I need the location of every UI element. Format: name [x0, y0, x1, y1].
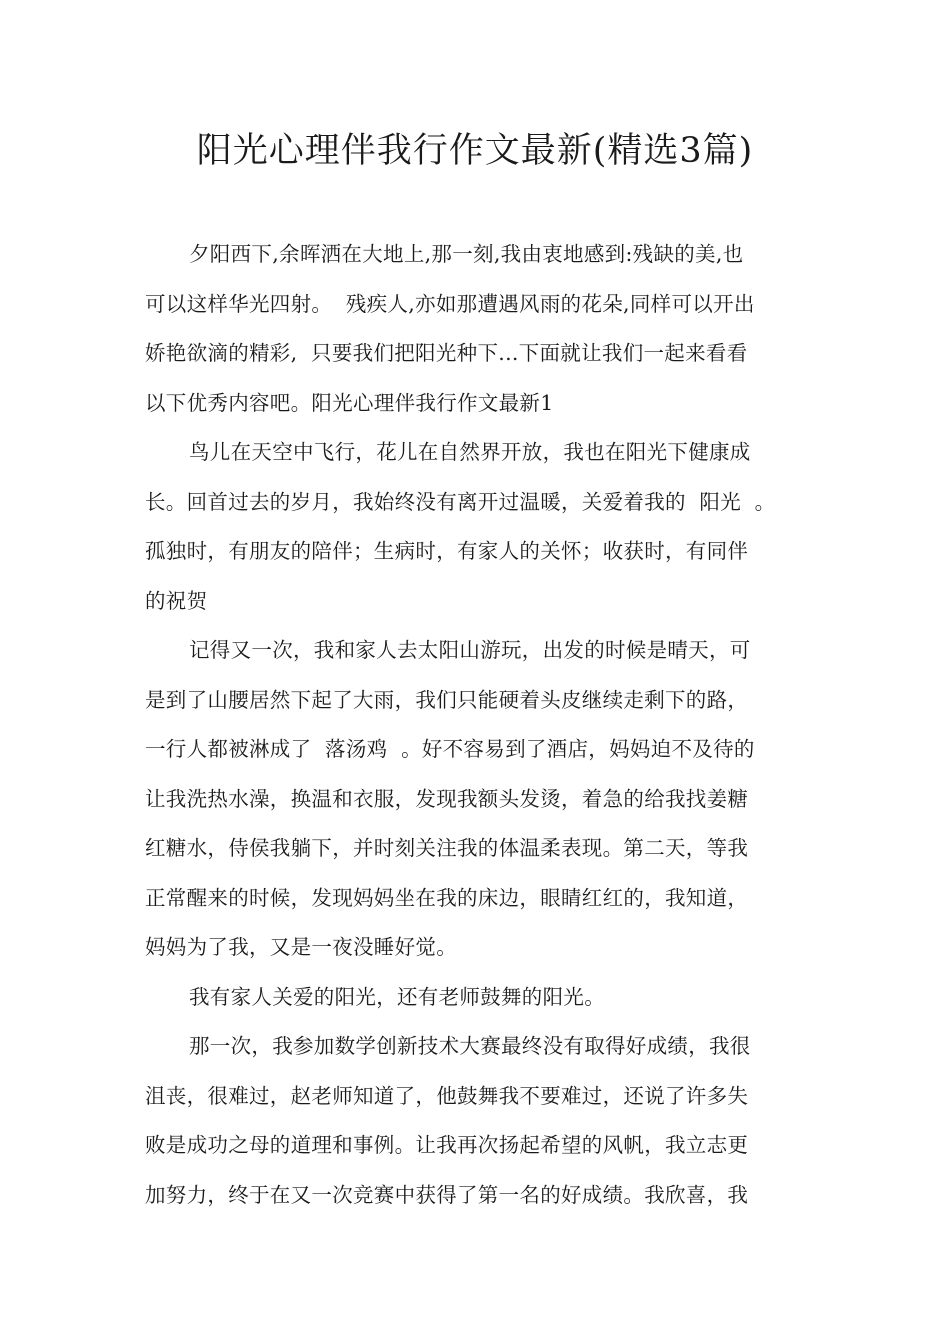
- paragraph-line: 那一次，我参加数学创新技术大赛最终没有取得好成绩，我很: [189, 1034, 751, 1058]
- paragraph-line: 让我洗热水澡，换温和衣服，发现我额头发烫，着急的给我找姜糖: [145, 786, 749, 811]
- document-body: [145, 230, 820, 1220]
- paragraph-line: 红糖水，侍侯我躺下，并时刻关注我的体温柔表现。第二天，等我: [145, 836, 749, 860]
- paragraph-line: 一行人都被淋成了 落汤鸡 。好不容易到了酒店，妈妈迫不及待的: [145, 737, 755, 761]
- paragraph-line: 娇艳欲滴的精彩, 只要我们把阳光种下...下面就让我们一起来看看: [145, 341, 748, 365]
- paragraph-line: 正常醒来的时候，发现妈妈坐在我的床边，眼睛红红的，我知道，: [145, 885, 749, 910]
- paragraph-line: 我有家人关爱的阳光，还有老师鼓舞的阳光。: [189, 984, 605, 1009]
- paragraph-line: 鸟儿在天空中飞行，花儿在自然界开放，我也在阳光下健康成: [189, 440, 751, 464]
- paragraph-line: 可以这样华光四射。 残疾人,亦如那遭遇风雨的花朵,同样可以开出: [145, 291, 755, 316]
- paragraph-line: 败是成功之母的道理和事例。让我再次扬起希望的风帆，我立志更: [145, 1133, 749, 1157]
- paragraph-line: 是到了山腰居然下起了大雨，我们只能硬着头皮继续走剩下的路，: [145, 687, 749, 712]
- paragraph-line: 的祝贺: [145, 588, 208, 613]
- paragraph-line: 妈妈为了我，又是一夜没睡好觉。: [145, 935, 457, 959]
- paragraph-line: 孤独时，有朋友的陪伴；生病时，有家人的关怀；收获时，有同伴: [145, 539, 749, 563]
- paragraph-line: 沮丧，很难过，赵老师知道了，他鼓舞我不要难过，还说了许多失: [145, 1083, 749, 1108]
- paragraph-line: 记得又一次，我和家人去太阳山游玩，出发的时候是晴天，可: [189, 638, 751, 662]
- paragraph-line: 加努力，终于在又一次竞赛中获得了第一名的好成绩。我欣喜，我: [145, 1182, 749, 1207]
- paragraph-line: 以下优秀内容吧。阳光心理伴我行作文最新1: [145, 390, 554, 415]
- paragraph-line: 夕阳西下,余晖洒在大地上,那一刻,我由衷地感到:残缺的美,也: [189, 242, 744, 266]
- paragraph-line: 长。回首过去的岁月，我始终没有离开过温暖，关爱着我的 阳光 。: [145, 489, 776, 514]
- document-title: 阳光心理伴我行作文最新(精选3篇): [196, 131, 754, 171]
